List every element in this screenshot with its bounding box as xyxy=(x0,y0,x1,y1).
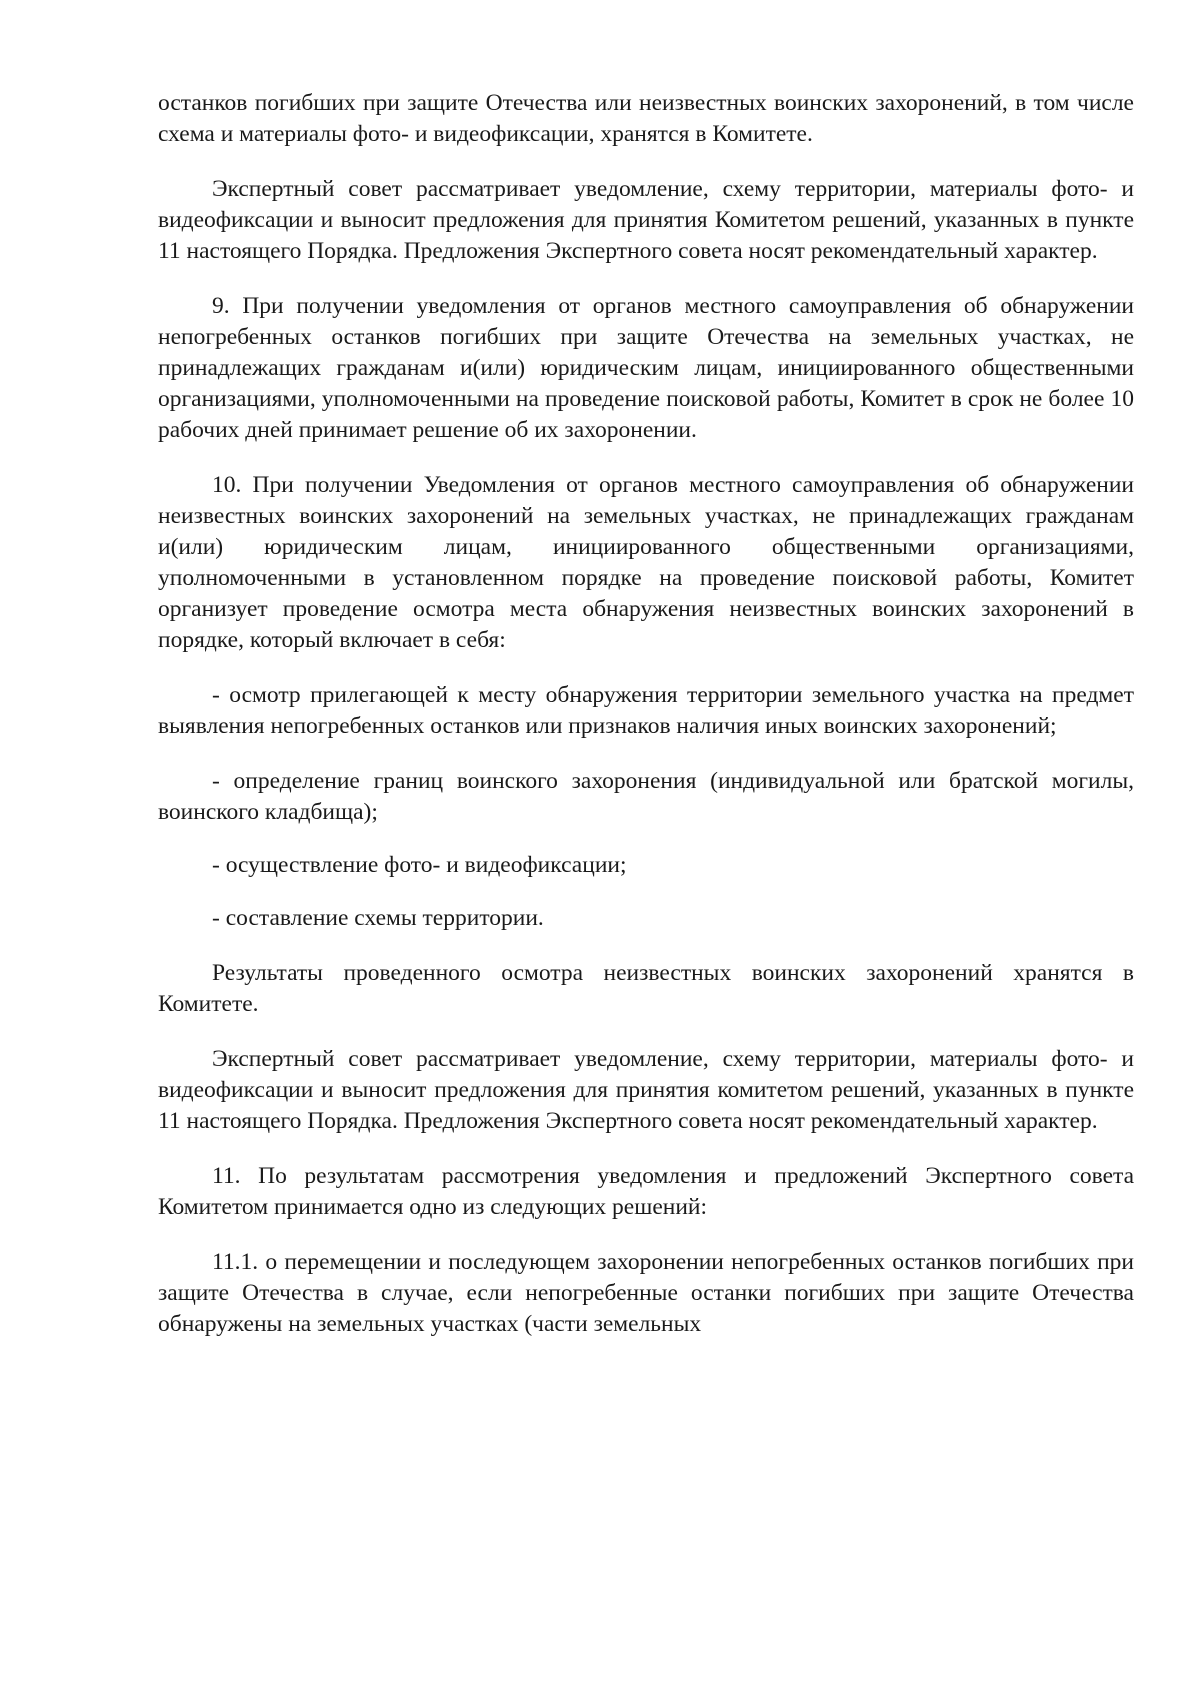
paragraph-expert-council-1: Экспертный совет рассматривает уведомление, схему территории, материалы фото- и видеофиксации и выносит предложения для принятия Комитетом решений, указанных в пункте 11 настоящего Порядка. Предложения Экспертного совета носят рекомендательный характер. xyxy=(158,176,1134,264)
list-item-photo-video: - осуществление фото- и видеофиксации; xyxy=(212,852,627,878)
paragraph-continuation: останков погибших при защите Отечества или неизвестных воинских захоронений, в том числе схема и материалы фото- и видеофиксации, хранятся в Комитете. xyxy=(158,90,1134,147)
list-item-scheme: - составление схемы территории. xyxy=(212,905,544,931)
paragraph-item-11-1: 11.1. о перемещении и последующем захоронении непогребенных останков погибших при защите Отечества в случае, если непогребенные останки погибших при защите Отечества обнаружены на земельных участках (части земельных xyxy=(158,1249,1134,1337)
paragraph-item-10: 10. При получении Уведомления от органов местного самоуправления об обнаружении неизвестных воинских захоронений на земельных участках, не принадлежащих гражданам и(или) юридическим лицам, инициированного общественными организациями, уполномоченными в установленном порядке на проведение поисковой работы, Комитет организует проведение осмотра места обнаружения неизвестных воинских захоронений в порядке, который включает в себя: xyxy=(158,472,1134,653)
paragraph-item-9: 9. При получении уведомления от органов местного самоуправления об обнаружении непогребенных останков погибших при защите Отечества на земельных участках, не принадлежащих гражданам и(или) юридическим лицам, инициированного общественными организациями, уполномоченными на проведение поисковой работы, Комитет в срок не более 10 рабочих дней принимает решение об их захоронении. xyxy=(158,293,1134,443)
paragraph-expert-council-2: Экспертный совет рассматривает уведомление, схему территории, материалы фото- и видеофиксации и выносит предложения для принятия комитетом решений, указанных в пункте 11 настоящего Порядка. Предложения Экспертного совета носят рекомендательный характер. xyxy=(158,1046,1134,1134)
paragraph-item-11: 11. По результатам рассмотрения уведомления и предложений Экспертного совета Комитетом принимается одно из следующих решений: xyxy=(158,1163,1134,1220)
list-item-boundaries: - определение границ воинского захоронения (индивидуальной или братской могилы, воинского кладбища); xyxy=(158,768,1134,825)
paragraph-results: Результаты проведенного осмотра неизвестных воинских захоронений хранятся в Комитете. xyxy=(158,960,1134,1017)
document-page xyxy=(158,88,1134,1340)
list-item-inspection: - осмотр прилегающей к месту обнаружения территории земельного участка на предмет выявления непогребенных останков или признаков наличия иных воинских захоронений; xyxy=(158,682,1134,739)
